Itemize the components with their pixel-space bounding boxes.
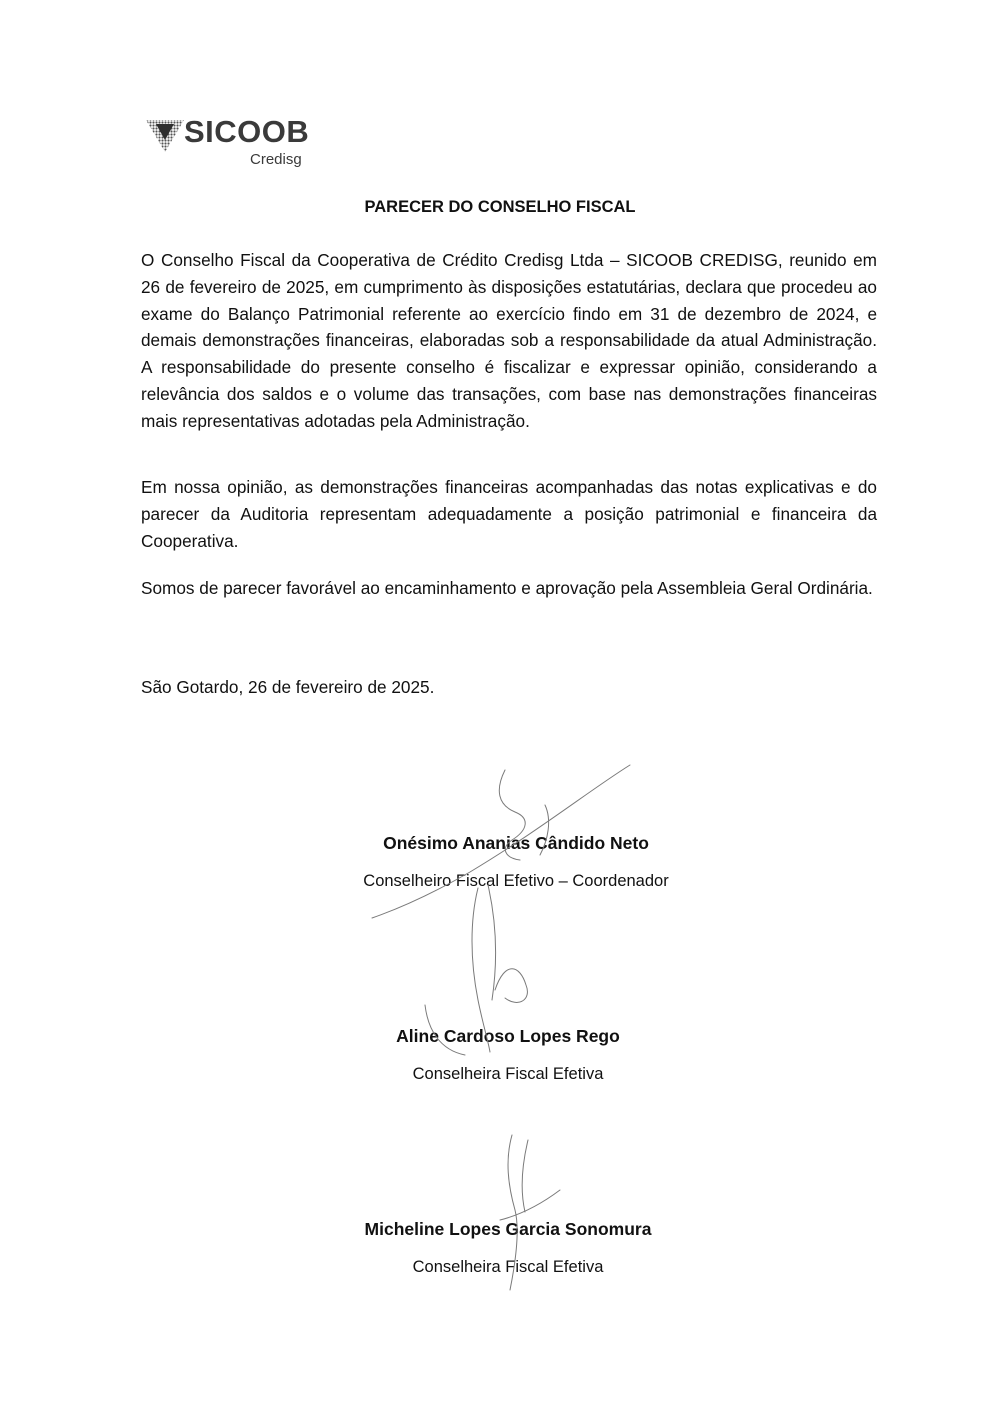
signatory-name: Micheline Lopes Garcia Sonomura bbox=[364, 1219, 652, 1239]
sicoob-triangle-icon bbox=[146, 118, 184, 154]
signature-block-member-2 bbox=[8, 1219, 1000, 1277]
paragraph-favorable-opinion: Somos de parecer favorável ao encaminhamento e aprovação pela Assembleia Geral Ordinária. bbox=[141, 578, 873, 598]
signature-3-loop bbox=[522, 1140, 528, 1212]
page-title: PARECER DO CONSELHO FISCAL bbox=[364, 198, 636, 216]
signatory-name: Onésimo Ananias Cândido Neto bbox=[383, 833, 649, 853]
logo-subbrand: Credisg bbox=[250, 151, 302, 168]
paragraph-opinion-statements: Em nossa opinião, as demonstrações financeiras acompanhadas das notas explicativas e do parecer da Auditoria representam adequadamente a posição patrimonial e financeira da Cooperativa. bbox=[141, 477, 877, 551]
logo-brand: SICOOB bbox=[184, 114, 310, 149]
place-date: São Gotardo, 26 de fevereiro de 2025. bbox=[141, 677, 435, 697]
signature-2-loop bbox=[488, 885, 495, 1000]
sicoob-logo bbox=[146, 114, 346, 174]
signature-block-coordinator bbox=[16, 833, 1000, 891]
signature-2-flourish bbox=[495, 969, 527, 1003]
signature-3-flourish bbox=[500, 1190, 560, 1220]
paragraph-opinion-exam: O Conselho Fiscal da Cooperativa de Crédito Credisg Ltda – SICOOB CREDISG, reunido em 26 de fevereiro de 2025, em cumprimento às disposições estatutárias, declara que procedeu ao exame do Balanço Patrimonial referente ao exercício findo em 31 de dezembro de 2024, e demais demonstrações financeiras, elaboradas sob a responsabilidade da atual Administração. A responsabilidade do presente conselho é fiscalizar e expressar opinião, considerando a relevância dos saldos e o volume das transações, com base nas demonstrações financeiras mais representativas adotadas pela Administração. bbox=[141, 250, 877, 431]
signatory-name: Aline Cardoso Lopes Rego bbox=[396, 1026, 620, 1046]
signatory-role: Conselheira Fiscal Efetiva bbox=[412, 1065, 604, 1083]
signatory-role: Conselheiro Fiscal Efetivo – Coordenador bbox=[363, 872, 669, 890]
signatory-role: Conselheira Fiscal Efetiva bbox=[412, 1258, 604, 1276]
signature-block-member-1 bbox=[8, 1026, 1000, 1084]
